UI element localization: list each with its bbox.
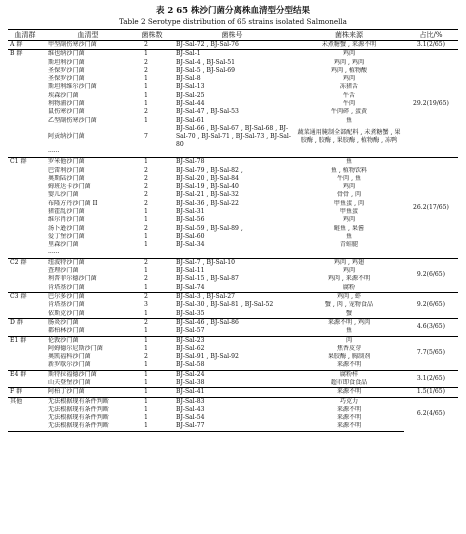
cell-strain-source: 肉 — [294, 336, 404, 345]
cell-strain-ids — [170, 250, 294, 259]
table-row — [8, 149, 458, 158]
cell-serogroup — [8, 108, 42, 116]
cell-strain-ids: BJ-Sal-34 — [176, 241, 205, 249]
cell-strain-count: 2 — [144, 183, 148, 191]
cell-strain-count: 1 — [144, 208, 148, 216]
table-row — [8, 233, 458, 241]
cell-serotype: 维尔肖沙门菌 — [48, 216, 85, 224]
table-row — [8, 310, 458, 319]
cell-strain-source: 鱼 , 植物饮料 — [330, 166, 368, 174]
cell-serotype: 里森沙门菌 — [48, 241, 79, 249]
cell-strain-ids: BJ-Sal-62 — [176, 344, 205, 352]
cell-serotype: 无法根据现有条件判断 — [42, 422, 134, 431]
table-row — [8, 284, 458, 293]
cell-percentage: 6.2(4/65) — [404, 397, 458, 431]
cell-strain-ids: BJ-Sal-44 — [176, 100, 205, 108]
cell-strain-ids: BJ-Sal-79 , BJ-Sal-82 , — [176, 166, 243, 174]
table-row — [8, 267, 458, 275]
cell-serogroup — [8, 167, 42, 175]
cell-strain-source: 甲鱼蛋 — [339, 208, 359, 216]
table-row — [8, 422, 458, 431]
cell-strain-ids: BJ-Sal-78 — [170, 158, 294, 167]
cell-serotype: 利物浦沙门菌 — [48, 100, 85, 108]
cell-strain-count: 1 — [144, 405, 148, 413]
cell-strain-source: 鸡肉 — [342, 216, 356, 224]
cell-serogroup — [8, 125, 42, 149]
table-row — [8, 301, 458, 309]
column-header-group: 血清群 — [8, 30, 42, 41]
cell-serotype: 依斯克沙门菌 — [48, 309, 85, 317]
table-row — [8, 117, 458, 125]
column-header-source: 菌株来源 — [294, 30, 404, 41]
table-row — [8, 100, 458, 108]
cell-strain-count: 1 — [134, 422, 170, 431]
cell-strain-source: 蔬菜通用腌制全部配料 , 未煮糖蟹 , 果胶酶 , 胶酶 , 果胶酶 , 植物酶 , 冻鸭 — [297, 128, 401, 144]
cell-percentage: 9.2(6/65) — [404, 258, 458, 292]
table-row — [8, 83, 458, 91]
cell-serogroup — [8, 183, 42, 191]
cell-strain-ids: BJ-Sal-38 — [176, 378, 205, 386]
table-row — [8, 41, 458, 50]
cell-strain-source: 蟹 , 肉 , 宠物食品 — [324, 301, 374, 309]
cell-strain-source: 焦香皮芽 — [336, 344, 362, 352]
cell-serotype: 无法根据现有条件判断 — [48, 414, 109, 422]
cell-strain-source: 鸡肉 , 来源不明 — [327, 275, 371, 283]
cell-strain-ids: BJ-Sal-61 — [176, 116, 205, 124]
table-row — [8, 318, 458, 327]
column-header-percent: 占比/% — [404, 30, 458, 41]
cell-strain-count: 1 — [144, 75, 148, 83]
cell-strain-source: 鱼 — [345, 327, 353, 335]
cell-serotype: 无法根据现有条件判断 — [42, 397, 134, 406]
cell-serogroup — [8, 208, 42, 216]
cell-strain-count — [134, 250, 170, 259]
cell-strain-source: 来源不明 — [294, 388, 404, 397]
table-row — [8, 59, 458, 67]
cell-strain-count: 2 — [134, 258, 170, 267]
cell-strain-count: 2 — [134, 41, 170, 50]
cell-strain-ids: BJ-Sal-25 — [176, 91, 205, 99]
cell-strain-source: 鸡肉 , 植物酸 — [330, 66, 368, 74]
table-row — [8, 275, 458, 283]
cell-strain-ids: BJ-Sal-20 , BJ-Sal-84 — [176, 174, 239, 182]
cell-strain-count: 2 — [144, 174, 148, 182]
cell-percentage: 4.6(3/65) — [404, 318, 458, 336]
cell-serogroup — [8, 250, 42, 259]
cell-serotype: 圣保罗沙门菌 — [48, 66, 85, 74]
cell-strain-count: 2 — [144, 166, 148, 174]
cell-serotype: 婴儿沙门菌 — [48, 191, 79, 199]
cell-strain-ids: BJ-Sal-46 , BJ-Sal-86 — [170, 318, 294, 327]
cell-strain-ids: BJ-Sal-11 — [176, 267, 205, 275]
cell-strain-source: 未煮糖蟹 , 来源不明 — [294, 41, 404, 50]
cell-serogroup — [8, 225, 42, 233]
cell-serotype: 巴雷利沙门菌 — [48, 166, 85, 174]
cell-serogroup — [8, 149, 42, 158]
table-caption-en: Table 2 Serotype distribution of 65 strains isolated Salmonella — [119, 17, 347, 26]
cell-strain-ids: BJ-Sal-56 — [176, 216, 205, 224]
cell-strain-count: 1 — [144, 232, 148, 240]
cell-strain-ids: BJ-Sal-31 — [176, 208, 205, 216]
cell-serogroup: C2 群 — [8, 258, 42, 267]
cell-percentage: 9.2(6/65) — [404, 293, 458, 319]
cell-strain-ids: BJ-Sal-47 , BJ-Sal-53 — [176, 108, 239, 116]
cell-serogroup — [8, 233, 42, 241]
cell-serogroup — [8, 361, 42, 370]
cell-strain-ids: BJ-Sal-30 , BJ-Sal-81 , BJ-Sal-52 — [176, 301, 274, 309]
cell-strain-ids: BJ-Sal-74 — [176, 283, 205, 291]
cell-strain-ids: BJ-Sal-77 — [170, 422, 294, 431]
cell-serogroup: C3 群 — [8, 293, 42, 302]
table-row — [8, 191, 458, 199]
cell-strain-ids: BJ-Sal-36 , BJ-Sal-22 — [176, 199, 239, 207]
cell-strain-count: 1 — [144, 116, 148, 124]
cell-strain-count: 2 — [144, 191, 148, 199]
cell-strain-ids: BJ-Sal-23 — [170, 336, 294, 345]
table-row — [8, 414, 458, 422]
cell-percentage: 26.2(17/65) — [404, 158, 458, 259]
cell-strain-count — [134, 149, 170, 158]
cell-serogroup: A 群 — [8, 41, 42, 50]
cell-strain-count: 2 — [144, 199, 148, 207]
cell-serogroup — [8, 83, 42, 91]
cell-strain-count: 1 — [144, 267, 148, 275]
table-row — [8, 241, 458, 249]
cell-strain-ids: BJ-Sal-60 — [176, 232, 205, 240]
table-header — [8, 30, 458, 41]
cell-serogroup — [8, 100, 42, 108]
serotype-table — [8, 29, 458, 432]
cell-strain-count: 2 — [144, 66, 148, 74]
cell-strain-source: 来源不明 — [336, 414, 362, 422]
table-body — [8, 41, 458, 432]
cell-strain-source: 骨骨 , 肉 — [336, 191, 362, 199]
cell-strain-count: 1 — [144, 414, 148, 422]
cell-serogroup — [8, 191, 42, 199]
cell-serotype: 阿贡纳沙门菌 — [48, 132, 85, 140]
cell-serotype: ······ — [48, 148, 60, 156]
cell-strain-source: 青蛙腿 — [339, 241, 359, 249]
column-header-strain-id: 菌株号 — [170, 30, 294, 41]
cell-strain-source: 鲢鱼 , 果酱 — [333, 224, 365, 232]
cell-serotype: 汤卜逊沙门菌 — [48, 224, 85, 232]
cell-strain-source: 来源不明 — [336, 361, 362, 369]
cell-strain-source: 牛肉 , 鱼 — [336, 174, 362, 182]
cell-serogroup — [8, 67, 42, 75]
cell-serogroup: 其他 — [8, 397, 42, 406]
cell-percentage: 7.7(5/65) — [404, 336, 458, 370]
cell-serotype: 圣保罗沙门菌 — [48, 75, 85, 83]
cell-strain-ids: BJ-Sal-83 — [170, 397, 294, 406]
table-row — [8, 353, 458, 361]
table-row — [8, 167, 458, 175]
cell-strain-count: 1 — [144, 378, 148, 386]
cell-serogroup — [8, 284, 42, 293]
table-row — [8, 345, 458, 353]
cell-strain-source: 鱼 — [345, 232, 353, 240]
table-row — [8, 406, 458, 414]
cell-strain-count: 2 — [134, 293, 170, 302]
cell-strain-source — [294, 149, 404, 158]
table-row — [8, 361, 458, 370]
cell-strain-source: 鱼 — [345, 116, 353, 124]
cell-strain-source: 果胶酶 , 胸制剂 — [327, 353, 371, 361]
cell-strain-source: 牛肉碎 , 蛋黄 — [330, 108, 368, 116]
cell-serotype: 阿柏丁沙门菌 — [42, 388, 134, 397]
cell-strain-count: 1 — [134, 158, 170, 167]
cell-serogroup — [8, 117, 42, 125]
cell-strain-source: 鸡肉 , 鸡肉 — [333, 58, 365, 66]
cell-strain-count: 1 — [134, 336, 170, 345]
cell-strain-count: 2 — [134, 318, 170, 327]
cell-serotype: 肯塔基沙门菌 — [48, 283, 85, 291]
table-row — [8, 125, 458, 149]
cell-serogroup — [8, 241, 42, 249]
table-row — [8, 175, 458, 183]
cell-serotype: 爱丁堡沙门菌 — [48, 232, 85, 240]
cell-strain-count: 7 — [144, 132, 148, 140]
table-row — [8, 379, 458, 388]
cell-serogroup — [8, 267, 42, 275]
cell-serotype: 伦敦沙门菌 — [42, 336, 134, 345]
table-row — [8, 258, 458, 267]
cell-strain-ids: BJ-Sal-4 , BJ-Sal-51 — [176, 58, 236, 66]
cell-serogroup: C1 群 — [8, 158, 42, 167]
cell-strain-source: 鸡肉 , 鸡翅 — [294, 258, 404, 267]
cell-strain-source: 冻猪舌 — [339, 83, 359, 91]
cell-serotype: 山夫登堡沙门菌 — [48, 378, 91, 386]
cell-strain-count: 1 — [134, 370, 170, 379]
cell-strain-ids: BJ-Sal-57 — [176, 327, 205, 335]
cell-serotype: 查理沙门菌 — [48, 267, 79, 275]
cell-serogroup — [8, 406, 42, 414]
cell-strain-ids: BJ-Sal-21 , BJ-Sal-32 — [176, 191, 239, 199]
cell-strain-source: 鸡肉 — [342, 75, 356, 83]
table-row — [8, 158, 458, 167]
table-row — [8, 200, 458, 208]
table-caption-zh: 表 2 65 株沙门菌分离株血清型分型结果 — [155, 6, 311, 16]
cell-strain-source: 巧克力 — [294, 397, 404, 406]
cell-serotype: 阿姆德尔尼斯沙门菌 — [48, 344, 103, 352]
table-row — [8, 183, 458, 191]
cell-serogroup — [8, 379, 42, 388]
table-row — [8, 208, 458, 216]
cell-strain-source: 来源不明 — [294, 422, 404, 431]
table-row — [8, 293, 458, 302]
cell-strain-ids: BJ-Sal-8 — [176, 75, 201, 83]
cell-strain-ids: BJ-Sal-35 — [176, 309, 205, 317]
cell-serogroup: E4 群 — [8, 370, 42, 379]
table-row — [8, 50, 458, 59]
cell-serotype: 新罗歇尔沙门菌 — [48, 361, 91, 369]
cell-percentage: 1.5(1/65) — [404, 388, 458, 397]
cell-strain-ids: BJ-Sal-54 — [176, 414, 205, 422]
cell-strain-ids: BJ-Sal-58 — [176, 361, 205, 369]
cell-serotype: 奥斯陆沙门菌 — [48, 174, 85, 182]
cell-serogroup — [8, 200, 42, 208]
cell-strain-count: 3 — [144, 301, 148, 309]
cell-serotype: 鼠伤寒沙门菌 — [48, 108, 85, 116]
column-header-serotype: 血清型 — [42, 30, 134, 41]
cell-strain-ids: BJ-Sal-7 , BJ-Sal-10 — [170, 258, 294, 267]
cell-serotype: 布隆方丹沙门菌 II — [48, 199, 98, 207]
cell-serotype: 巴尔多沙门菌 — [42, 293, 134, 302]
cell-strain-ids: BJ-Sal-66 , BJ-Sal-67 , BJ-Sal-68 , BJ-Sal-70 , BJ-Sal-71 , BJ-Sal-73 , BJ-Sal-80 — [176, 124, 291, 148]
cell-serogroup — [8, 327, 42, 336]
cell-serogroup — [8, 353, 42, 361]
cell-serogroup — [8, 175, 42, 183]
cell-strain-count: 1 — [144, 344, 148, 352]
cell-strain-ids: BJ-Sal-19 , BJ-Sal-40 — [176, 183, 239, 191]
cell-serogroup: D 群 — [8, 318, 42, 327]
table-row — [8, 388, 458, 397]
cell-serotype: 姆班达卡沙门菌 — [48, 183, 91, 191]
cell-serogroup — [8, 345, 42, 353]
cell-serotype: 斯特拉福德沙门菌 — [42, 370, 134, 379]
cell-strain-ids: BJ-Sal-3 , BJ-Sal-27 — [170, 293, 294, 302]
cell-strain-ids: BJ-Sal-13 — [176, 83, 205, 91]
table-row — [8, 108, 458, 116]
cell-strain-source: 鱼 — [294, 158, 404, 167]
cell-strain-source: 超市即食食品 — [330, 378, 368, 386]
cell-strain-source: 牛肉 — [342, 100, 356, 108]
cell-strain-ids: BJ-Sal-59 , BJ-Sal-89 , — [176, 224, 243, 232]
table-row — [8, 92, 458, 100]
cell-strain-source: 蟹 — [345, 309, 353, 317]
cell-strain-source: 鸡肉 — [342, 183, 356, 191]
table-row — [8, 336, 458, 345]
cell-strain-count: 2 — [144, 353, 148, 361]
cell-strain-count: 1 — [144, 361, 148, 369]
table-row — [8, 75, 458, 83]
table-row — [8, 370, 458, 379]
cell-strain-ids: BJ-Sal-91 , BJ-Sal-92 — [176, 353, 239, 361]
table-row — [8, 67, 458, 75]
cell-serogroup: E1 群 — [8, 336, 42, 345]
table-row — [8, 216, 458, 224]
cell-strain-ids: BJ-Sal-5 , BJ-Sal-69 — [176, 66, 236, 74]
table-row — [8, 327, 458, 336]
cell-serotype: 斯坦利沙门菌 — [48, 58, 85, 66]
cell-strain-ids: BJ-Sal-43 — [176, 405, 205, 413]
cell-strain-count: 1 — [144, 283, 148, 291]
cell-serotype: 利普菲尔德沙门菌 — [48, 275, 97, 283]
cell-serogroup — [8, 75, 42, 83]
cell-serogroup — [8, 92, 42, 100]
cell-strain-source: 鸡肉 , 虾 — [294, 293, 404, 302]
cell-serotype: 肯塔基沙门菌 — [48, 301, 85, 309]
cell-serogroup — [8, 301, 42, 309]
cell-strain-count: 2 — [144, 58, 148, 66]
cell-strain-count: 1 — [144, 100, 148, 108]
cell-strain-source: 来源不明 — [336, 405, 362, 413]
table-row — [8, 397, 458, 406]
table-row — [8, 250, 458, 259]
table-row — [8, 225, 458, 233]
cell-serogroup — [8, 275, 42, 283]
cell-serotype: 罗米他沙门菌 — [42, 158, 134, 167]
cell-strain-source: 腐粉样 — [294, 370, 404, 379]
cell-strain-source — [294, 250, 404, 259]
cell-strain-count: 2 — [144, 275, 148, 283]
cell-serotype: 维也纳沙门菌 — [42, 50, 134, 59]
cell-strain-ids: BJ-Sal-72 , BJ-Sal-76 — [170, 41, 294, 50]
cell-serogroup — [8, 414, 42, 422]
cell-strain-count: 1 — [144, 91, 148, 99]
cell-strain-count: 1 — [144, 241, 148, 249]
cell-strain-count: 2 — [144, 224, 148, 232]
cell-strain-ids: BJ-Sal-24 — [170, 370, 294, 379]
cell-percentage: 3.1(2/65) — [404, 370, 458, 388]
cell-strain-count: 1 — [144, 83, 148, 91]
cell-strain-count: 2 — [144, 108, 148, 116]
cell-strain-source: 牛舌 — [342, 91, 356, 99]
cell-serotype: 肠炎沙门菌 — [42, 318, 134, 327]
cell-serogroup — [8, 59, 42, 67]
cell-serotype: 猪霍乱沙门菌 — [48, 208, 85, 216]
cell-strain-ids — [170, 149, 294, 158]
cell-strain-count: 1 — [144, 216, 148, 224]
cell-strain-count: 1 — [134, 397, 170, 406]
cell-serotype: ······ — [48, 249, 60, 257]
cell-strain-ids: BJ-Sal-41 — [170, 388, 294, 397]
cell-serotype: 纽波特沙门菌 — [42, 258, 134, 267]
cell-strain-count: 1 — [144, 309, 148, 317]
cell-strain-ids: BJ-Sal-1 — [170, 50, 294, 59]
cell-serotype: 奥凯福科沙门菌 — [48, 353, 91, 361]
cell-strain-ids: BJ-Sal-15 , BJ-Sal-87 — [176, 275, 239, 283]
cell-percentage: 3.1(2/65) — [404, 41, 458, 50]
cell-serotype: 甲型副伤寒沙门菌 — [42, 41, 134, 50]
cell-strain-source: 鸡肉 — [342, 267, 356, 275]
cell-serotype: 都柏林沙门菌 — [48, 327, 85, 335]
column-header-count: 菌株数 — [134, 30, 170, 41]
cell-serotype: 斯坦利维尔沙门菌 — [48, 83, 97, 91]
cell-serogroup: F 群 — [8, 388, 42, 397]
cell-serogroup — [8, 310, 42, 319]
cell-serogroup — [8, 422, 42, 431]
cell-serotype: 无法根据现有条件判断 — [48, 405, 109, 413]
cell-strain-count: 1 — [144, 327, 148, 335]
cell-serogroup — [8, 216, 42, 224]
cell-strain-source: 来源不明 , 鸡肉 — [294, 318, 404, 327]
cell-serogroup: B 群 — [8, 50, 42, 59]
cell-serotype: 埃森沙门菌 — [48, 91, 79, 99]
cell-strain-source: 腐粉 — [342, 283, 356, 291]
cell-percentage: 29.2(19/65) — [404, 50, 458, 158]
cell-strain-count: 1 — [134, 388, 170, 397]
cell-strain-source: 甲鱼蛋 , 肉 — [333, 199, 365, 207]
cell-strain-source: 鸡肉 — [294, 50, 404, 59]
cell-strain-count: 1 — [134, 50, 170, 59]
cell-serotype: 乙型副伤寒沙门菌 — [48, 116, 97, 124]
